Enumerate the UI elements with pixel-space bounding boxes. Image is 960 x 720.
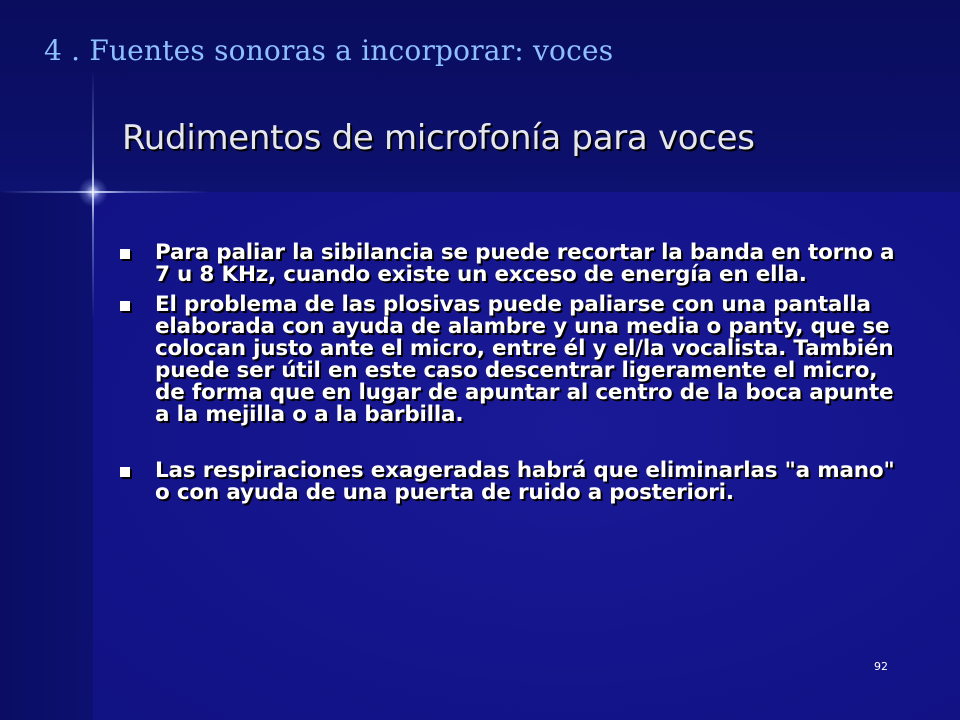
bullet-item-plosives: [118, 294, 898, 426]
page-number: 92: [874, 660, 888, 673]
bullet-item-sibilance: [118, 242, 898, 286]
left-margin-band: [0, 192, 93, 720]
bullet-text: El problema de las plosivas puede paliarse con una pantalla elaborada con ayuda de alambre y una media o panty, que se colocan justo ante el micro, entre él y el/la vocalista. También puede ser útil en este caso descentrar ligeramente el micro, de forma que en lugar de apuntar al centro de la boca apunte a la mejilla o a la barbilla.: [155, 292, 894, 427]
bullet-text: Para paliar la sibilancia se puede recortar la banda en torno a 7 u 8 KHz, cuando existe un exceso de energía en ella.: [155, 240, 895, 287]
bullet-item-breathing: [118, 460, 898, 504]
slide-title: Rudimentos de microfonía para voces: [122, 118, 755, 158]
square-bullet-icon: [120, 301, 130, 311]
square-bullet-icon: [120, 467, 130, 477]
square-bullet-icon: [120, 249, 130, 259]
section-title: 4 . Fuentes sonoras a incorporar: voces: [44, 34, 614, 67]
bullet-list: [118, 242, 898, 504]
bullet-text: Las respiraciones exageradas habrá que eliminarlas "a mano" o con ayuda de una puerta de ruido a posteriori.: [155, 458, 895, 505]
header-band: [0, 0, 960, 192]
light-flare-glow: [78, 177, 108, 207]
